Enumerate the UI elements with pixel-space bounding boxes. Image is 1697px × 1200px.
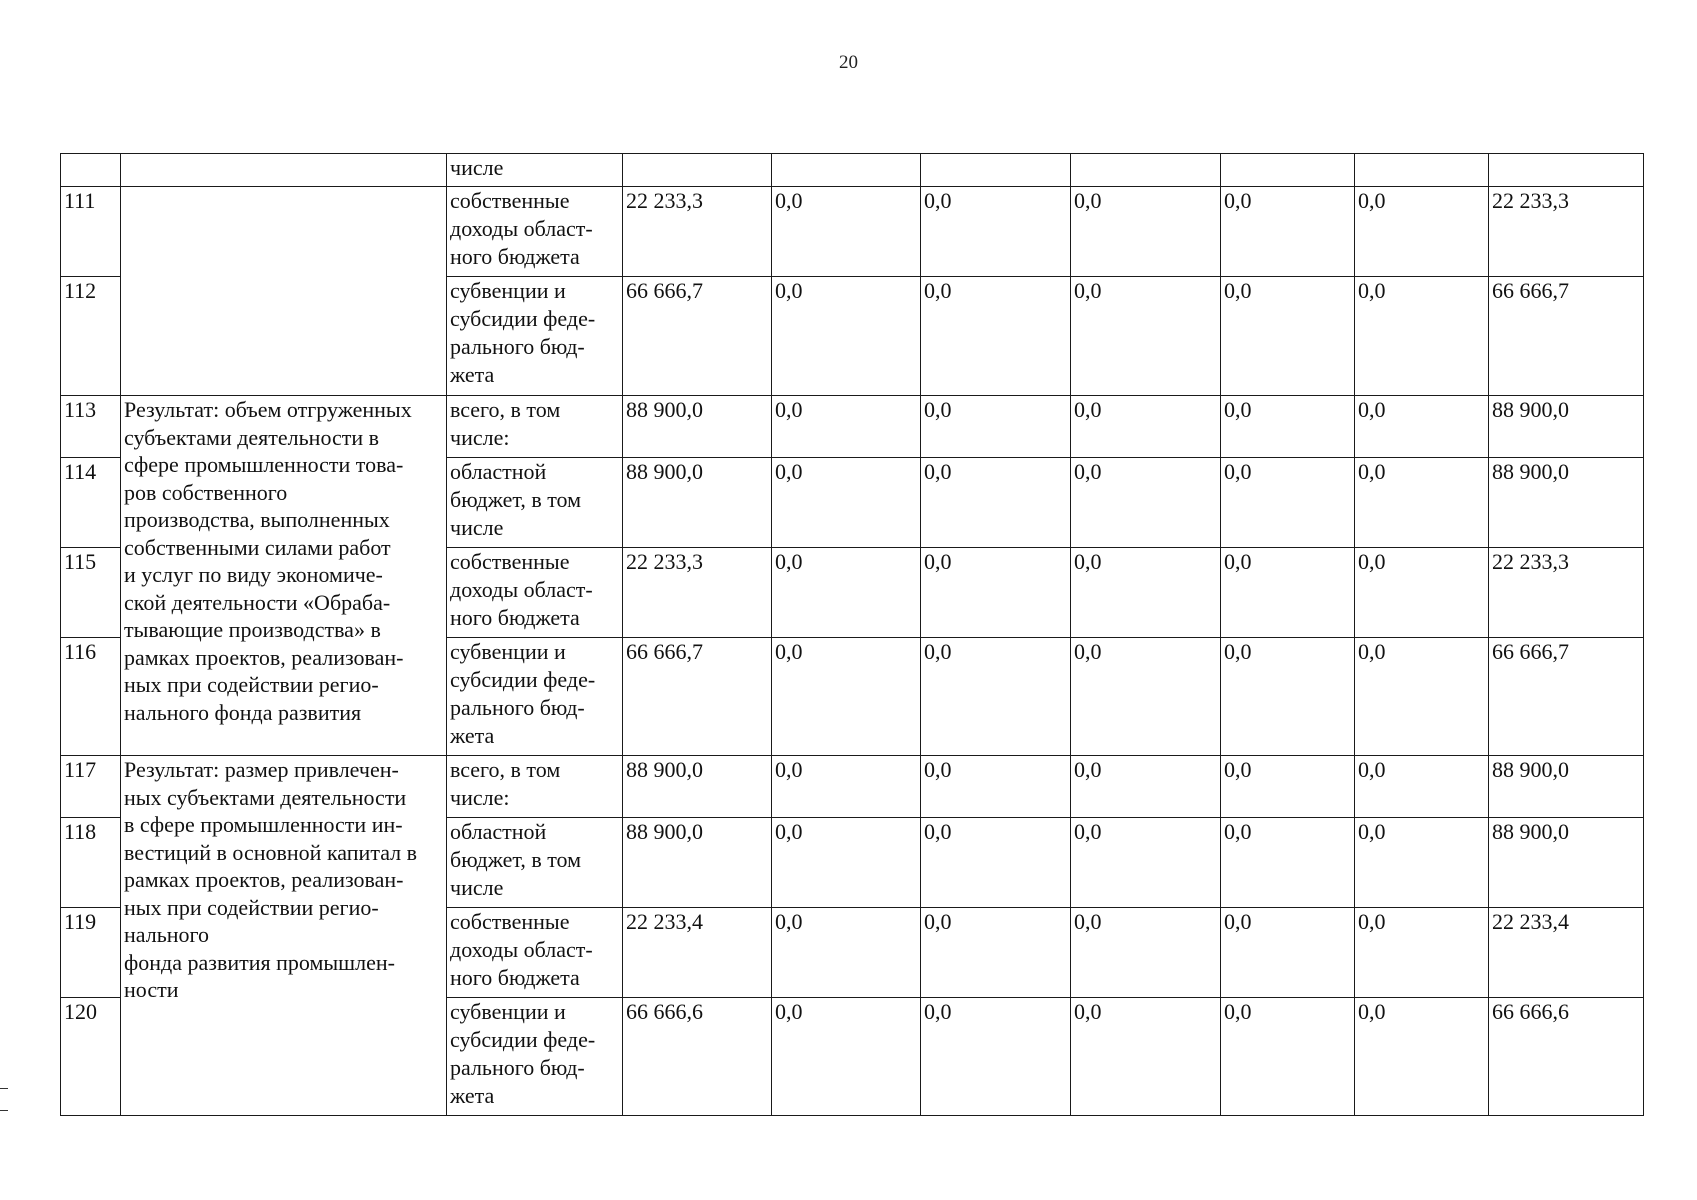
amount-cell: 0,0 bbox=[1355, 998, 1489, 1116]
table-row bbox=[61, 187, 1644, 277]
row-number-cell: 113 bbox=[61, 396, 121, 458]
funding-source-cell: областной бюджет, в том числе bbox=[447, 458, 623, 548]
amount-cell: 0,0 bbox=[1221, 818, 1355, 908]
amount-cell bbox=[1221, 154, 1355, 187]
amount-cell: 88 900,0 bbox=[623, 458, 772, 548]
amount-cell: 0,0 bbox=[1071, 908, 1221, 998]
amount-cell: 0,0 bbox=[772, 818, 921, 908]
funding-source-cell: собственные доходы област- ного бюджета bbox=[447, 187, 623, 277]
row-number-cell: 111 bbox=[61, 187, 121, 277]
amount-cell: 0,0 bbox=[772, 908, 921, 998]
funding-source-cell: субвенции и субсидии феде- рального бюд- жета bbox=[447, 998, 623, 1116]
amount-cell: 0,0 bbox=[1071, 756, 1221, 818]
amount-cell: 0,0 bbox=[772, 638, 921, 756]
amount-cell: 88 900,0 bbox=[1489, 818, 1644, 908]
amount-cell: 0,0 bbox=[1355, 187, 1489, 277]
amount-cell: 88 900,0 bbox=[1489, 458, 1644, 548]
table-row bbox=[61, 756, 1644, 818]
amount-cell: 22 233,4 bbox=[1489, 908, 1644, 998]
amount-cell: 0,0 bbox=[1071, 818, 1221, 908]
amount-cell: 0,0 bbox=[921, 548, 1071, 638]
amount-cell: 88 900,0 bbox=[623, 756, 772, 818]
amount-cell: 0,0 bbox=[921, 638, 1071, 756]
amount-cell: 88 900,0 bbox=[623, 818, 772, 908]
amount-cell bbox=[1071, 154, 1221, 187]
amount-cell: 0,0 bbox=[1221, 277, 1355, 396]
funding-source-cell: собственные доходы област- ного бюджета bbox=[447, 548, 623, 638]
result-description-cell bbox=[121, 187, 447, 396]
result-description-cell: Результат: размер привлечен- ных субъектами деятельности в сфере промышленности ин- вестиций в основной капитал в рамках проектов, реализован- ных при содействии регио- нального фонда развития промышлен- ности bbox=[121, 756, 447, 1116]
funding-source-cell: всего, в том числе: bbox=[447, 396, 623, 458]
row-number-cell: 114 bbox=[61, 458, 121, 548]
row-number-cell: 115 bbox=[61, 548, 121, 638]
amount-cell: 0,0 bbox=[1071, 458, 1221, 548]
amount-cell: 0,0 bbox=[772, 998, 921, 1116]
amount-cell: 88 900,0 bbox=[1489, 756, 1644, 818]
table-row bbox=[61, 154, 1644, 187]
table-body bbox=[61, 154, 1644, 1116]
funding-source-cell: областной бюджет, в том числе bbox=[447, 818, 623, 908]
amount-cell: 22 233,3 bbox=[623, 187, 772, 277]
row-number-cell: 117 bbox=[61, 756, 121, 818]
amount-cell: 0,0 bbox=[921, 396, 1071, 458]
amount-cell: 0,0 bbox=[921, 458, 1071, 548]
amount-cell: 0,0 bbox=[1221, 458, 1355, 548]
amount-cell: 66 666,7 bbox=[1489, 638, 1644, 756]
result-description-cell bbox=[121, 154, 447, 187]
amount-cell: 0,0 bbox=[1355, 756, 1489, 818]
row-number-cell: 118 bbox=[61, 818, 121, 908]
amount-cell: 0,0 bbox=[1221, 998, 1355, 1116]
funding-source-cell: собственные доходы област- ного бюджета bbox=[447, 908, 623, 998]
amount-cell: 0,0 bbox=[1355, 908, 1489, 998]
amount-cell bbox=[1355, 154, 1489, 187]
amount-cell: 0,0 bbox=[1221, 756, 1355, 818]
amount-cell: 0,0 bbox=[1071, 187, 1221, 277]
row-number-cell bbox=[61, 154, 121, 187]
amount-cell: 0,0 bbox=[1355, 396, 1489, 458]
page-number: 20 bbox=[839, 52, 858, 73]
margin-mark bbox=[0, 1110, 8, 1111]
amount-cell: 0,0 bbox=[1221, 548, 1355, 638]
amount-cell: 0,0 bbox=[1221, 396, 1355, 458]
amount-cell: 0,0 bbox=[1221, 638, 1355, 756]
funding-source-cell: числе bbox=[447, 154, 623, 187]
table-row bbox=[61, 396, 1644, 458]
amount-cell bbox=[623, 154, 772, 187]
budget-table bbox=[60, 153, 1644, 1116]
funding-source-cell: субвенции и субсидии феде- рального бюд- жета bbox=[447, 638, 623, 756]
row-number-cell: 112 bbox=[61, 277, 121, 396]
amount-cell: 0,0 bbox=[1221, 908, 1355, 998]
amount-cell bbox=[1489, 154, 1644, 187]
amount-cell: 0,0 bbox=[1071, 277, 1221, 396]
amount-cell: 22 233,3 bbox=[1489, 187, 1644, 277]
amount-cell: 0,0 bbox=[1355, 638, 1489, 756]
amount-cell: 0,0 bbox=[1071, 998, 1221, 1116]
result-description-cell: Результат: объем отгруженных субъектами деятельности в сфере промышленности това- ров собственного производства, выполненных собственными силами работ и услуг по виду экономиче- ской деятельности «Обраба- тывающие производства» в рамках проектов, реализован- ных при содействии регио- нального фонда развития bbox=[121, 396, 447, 756]
amount-cell: 0,0 bbox=[772, 396, 921, 458]
amount-cell: 66 666,7 bbox=[623, 277, 772, 396]
amount-cell: 22 233,3 bbox=[1489, 548, 1644, 638]
amount-cell: 0,0 bbox=[1355, 277, 1489, 396]
amount-cell: 0,0 bbox=[921, 756, 1071, 818]
amount-cell: 0,0 bbox=[772, 458, 921, 548]
amount-cell: 66 666,7 bbox=[623, 638, 772, 756]
amount-cell: 66 666,7 bbox=[1489, 277, 1644, 396]
margin-mark bbox=[0, 1088, 8, 1089]
amount-cell: 66 666,6 bbox=[623, 998, 772, 1116]
amount-cell: 0,0 bbox=[1221, 187, 1355, 277]
funding-source-cell: субвенции и субсидии феде- рального бюд- жета bbox=[447, 277, 623, 396]
row-number-cell: 116 bbox=[61, 638, 121, 756]
amount-cell: 0,0 bbox=[1355, 548, 1489, 638]
amount-cell bbox=[921, 154, 1071, 187]
amount-cell: 0,0 bbox=[1355, 818, 1489, 908]
row-number-cell: 119 bbox=[61, 908, 121, 998]
amount-cell: 0,0 bbox=[921, 998, 1071, 1116]
amount-cell: 0,0 bbox=[1071, 638, 1221, 756]
funding-source-cell: всего, в том числе: bbox=[447, 756, 623, 818]
amount-cell: 0,0 bbox=[921, 187, 1071, 277]
amount-cell: 0,0 bbox=[1071, 396, 1221, 458]
amount-cell: 66 666,6 bbox=[1489, 998, 1644, 1116]
row-number-cell: 120 bbox=[61, 998, 121, 1116]
amount-cell: 0,0 bbox=[772, 187, 921, 277]
amount-cell: 0,0 bbox=[921, 908, 1071, 998]
amount-cell bbox=[772, 154, 921, 187]
amount-cell: 22 233,4 bbox=[623, 908, 772, 998]
amount-cell: 0,0 bbox=[1071, 548, 1221, 638]
amount-cell: 22 233,3 bbox=[623, 548, 772, 638]
amount-cell: 88 900,0 bbox=[623, 396, 772, 458]
amount-cell: 88 900,0 bbox=[1489, 396, 1644, 458]
amount-cell: 0,0 bbox=[1355, 458, 1489, 548]
amount-cell: 0,0 bbox=[772, 756, 921, 818]
amount-cell: 0,0 bbox=[772, 548, 921, 638]
amount-cell: 0,0 bbox=[921, 818, 1071, 908]
amount-cell: 0,0 bbox=[921, 277, 1071, 396]
amount-cell: 0,0 bbox=[772, 277, 921, 396]
